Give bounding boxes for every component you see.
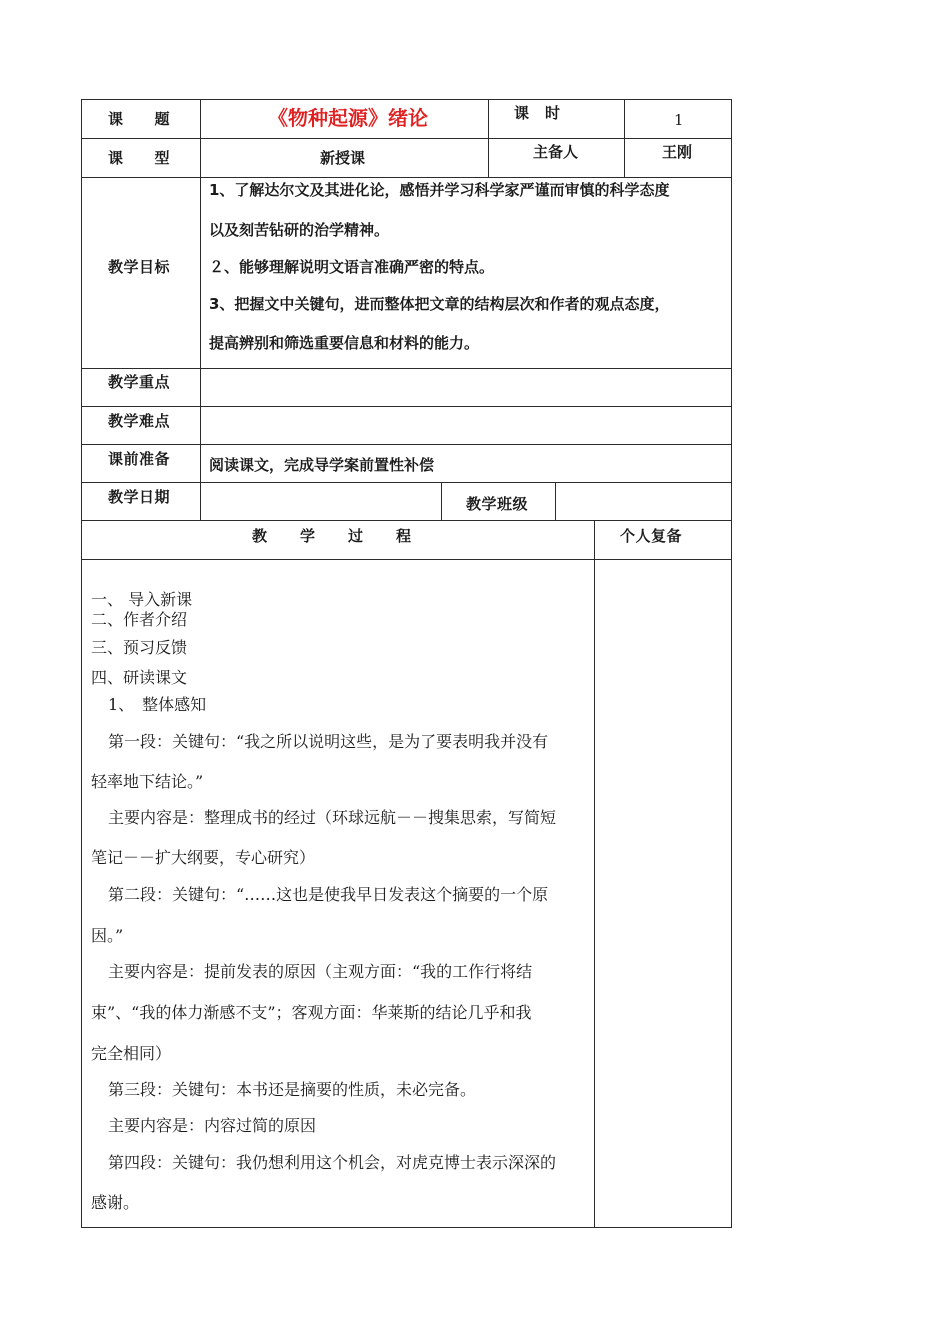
process-line: 二、作者介绍 xyxy=(91,610,188,629)
process-line: 第二段：关键句：“……这也是使我早日发表这个摘要的一个原 xyxy=(108,885,549,904)
process-line: 感谢。 xyxy=(91,1193,140,1212)
preparation-label: 课前准备 xyxy=(108,450,171,468)
personal-review-header: 个人复备 xyxy=(620,527,683,545)
process-line: 主要内容是：整理成书的经过（环球远航－－搜集思索，写简短 xyxy=(108,808,557,827)
process-line: 1、 整体感知 xyxy=(108,695,207,714)
process-line: 第三段：关键句：本书还是摘要的性质，未必完备。 xyxy=(108,1080,477,1099)
date-label: 教学日期 xyxy=(108,488,171,506)
preparation-value: 阅读课文，完成导学案前置性补偿 xyxy=(209,456,435,474)
process-line: 主要内容是：提前发表的原因（主观方面：“我的工作行将结 xyxy=(108,962,533,981)
preparer-value: 王刚 xyxy=(662,143,693,161)
process-line: 轻率地下结论。” xyxy=(91,772,204,791)
type-value: 新授课 xyxy=(320,149,366,167)
preparer-label: 主备人 xyxy=(533,143,579,161)
process-line: 第一段：关键句：“我之所以说明这些，是为了要表明我并没有 xyxy=(108,732,549,751)
process-line: 第四段：关键句：我仍想利用这个机会，对虎克博士表示深深的 xyxy=(108,1153,557,1172)
process-line: 主要内容是：内容过简的原因 xyxy=(108,1116,317,1135)
process-header: 教 学 过 程 xyxy=(252,527,413,545)
process-line: 束”、“我的体力渐感不支”；客观方面：华莱斯的结论几乎和我 xyxy=(91,1003,532,1022)
objectives-label: 教学目标 xyxy=(108,258,171,276)
objective-line: 提高辨别和筛选重要信息和材料的能力。 xyxy=(209,334,480,352)
process-line: 四、研读课文 xyxy=(91,668,188,687)
lesson-title: 《物种起源》绪论 xyxy=(268,106,428,130)
objective-line: 3、把握文中关键句，进而整体把文章的结构层次和作者的观点态度， xyxy=(209,295,670,313)
difficulties-label: 教学难点 xyxy=(108,412,171,430)
objective-line: 以及刻苦钻研的治学精神。 xyxy=(209,221,390,239)
process-line: 一、 导入新课 xyxy=(91,590,193,609)
hours-value: 1 xyxy=(674,111,684,129)
type-label: 课 型 xyxy=(108,149,171,167)
objective-line: 1、了解达尔文及其进化论，感悟并学习科学家严谨而审慎的科学态度 xyxy=(209,181,670,199)
hours-label: 课 时 xyxy=(514,104,561,122)
process-line: 因。” xyxy=(91,926,124,945)
key-points-label: 教学重点 xyxy=(108,373,171,391)
objective-line: ２、能够理解说明文语言准确严密的特点。 xyxy=(209,258,495,276)
class-label: 教学班级 xyxy=(466,495,529,513)
process-line: 完全相同） xyxy=(91,1044,172,1063)
process-line: 三、预习反馈 xyxy=(91,638,188,657)
process-line: 笔记－－扩大纲要，专心研究） xyxy=(91,848,316,867)
topic-label: 课 题 xyxy=(108,110,171,128)
